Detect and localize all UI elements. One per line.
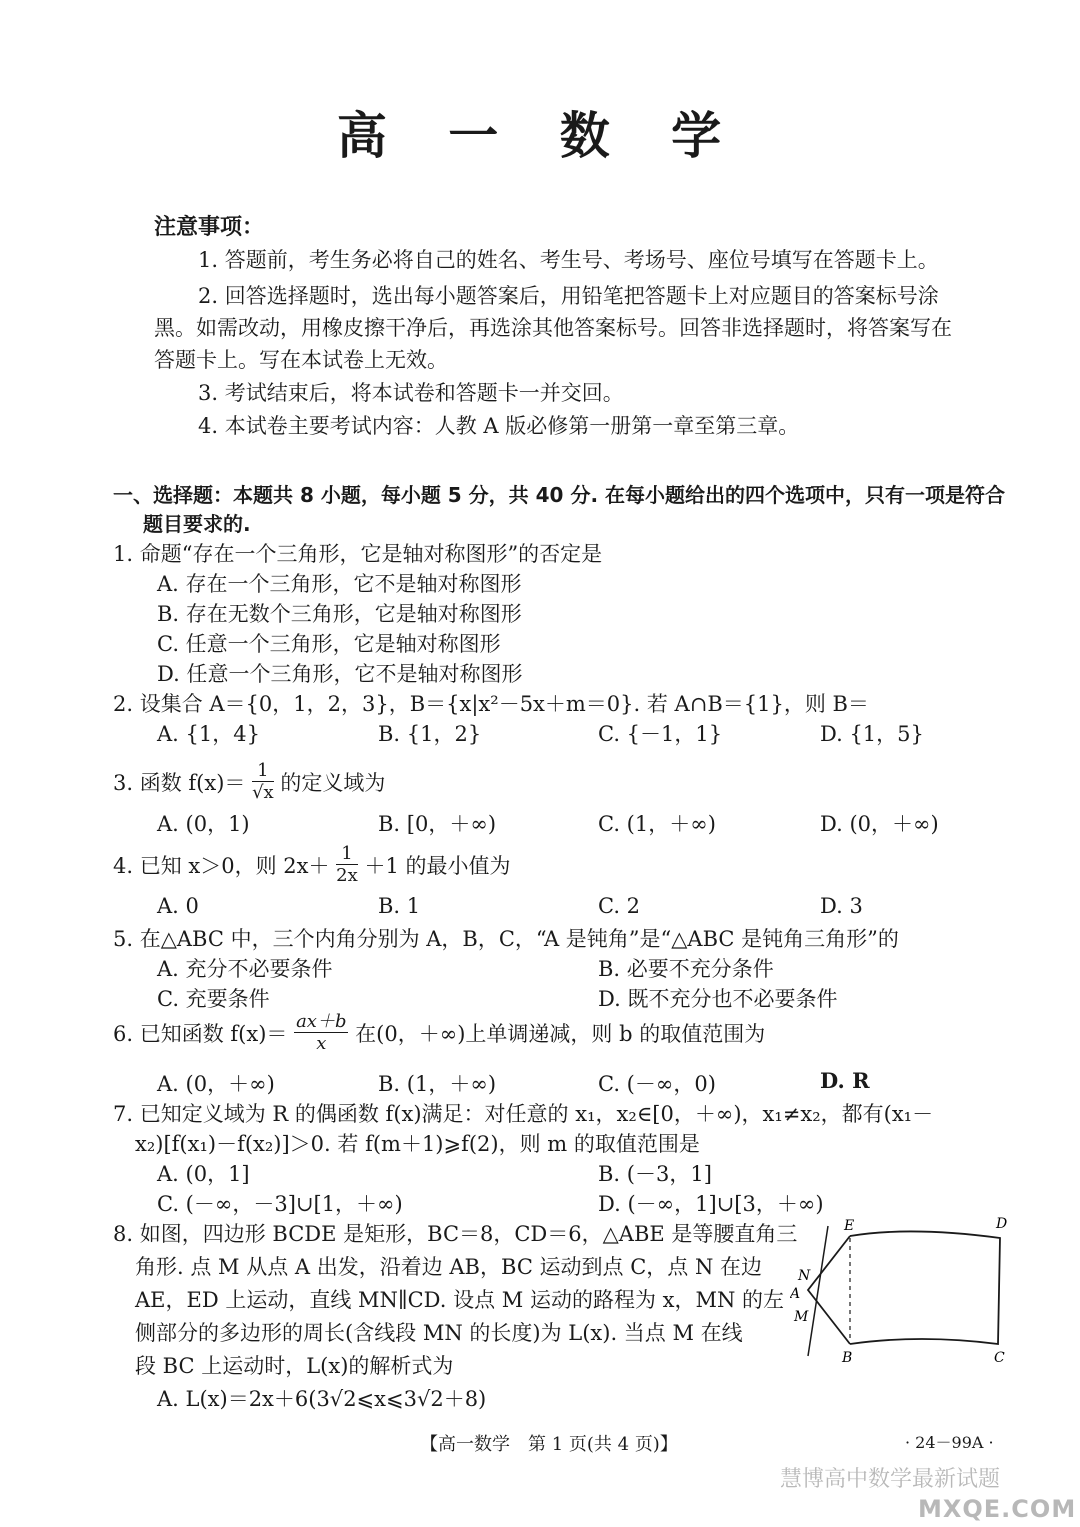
q6-denominator: x <box>316 1033 327 1054</box>
question-8-stem-cont: AE，ED 上运动，直线 MN∥CD. 设点 M 运动的路程为 x，MN 的左 <box>135 1288 785 1312</box>
watermark-source: 慧博高中数学最新试题 <box>780 1467 1001 1492</box>
q7-option-b: B. (－3，1] <box>598 1162 712 1186</box>
question-7-stem-cont: x₂)[f(x₁)－f(x₂)]＞0. 若 f(m＋1)⩾f(2)，则 m 的取值范围是 <box>135 1132 700 1156</box>
question-1-stem: 1. 命题“存在一个三角形，它是轴对称图形”的否定是 <box>113 542 603 566</box>
paper-code: · 24－99A · <box>905 1433 994 1452</box>
q2-option-a: A. {1，4} <box>157 722 260 746</box>
question-8-stem-cont: 侧部分的多边形的周长(含线段 MN 的长度)为 L(x). 当点 M 在线 <box>135 1321 743 1345</box>
q6-option-d: D. R <box>820 1068 870 1093</box>
q4-option-c: C. 2 <box>598 894 641 918</box>
question-7-stem: 7. 已知定义域为 R 的偶函数 f(x)满足：对任意的 x₁，x₂∈[0，＋∞)，x₁≠x₂，都有(x₁－ <box>113 1102 934 1126</box>
rectangle-bcde <box>850 1231 1000 1344</box>
q5-option-a: A. 充分不必要条件 <box>157 957 333 981</box>
line-mn <box>808 1226 828 1356</box>
label-a: A <box>790 1286 801 1302</box>
label-m: M <box>794 1309 809 1325</box>
q6-fraction <box>294 1012 348 1055</box>
notice-item: 2. 回答选择题时，选出每小题答案后，用铅笔把答题卡上对应题目的答案标号涂 <box>198 284 939 308</box>
q4-option-a: A. 0 <box>157 894 199 918</box>
notice-item: 答题卡上。写在本试卷上无效。 <box>154 348 448 372</box>
q2-option-c: C. {－1，1} <box>598 722 723 746</box>
q1-option-d: D. 任意一个三角形，它不是轴对称图形 <box>157 662 523 686</box>
notice-item: 1. 答题前，考生务必将自己的姓名、考生号、考场号、座位号填写在答题卡上。 <box>198 248 939 272</box>
q3-option-c: C. (1，＋∞) <box>598 812 716 836</box>
q7-option-d: D. (－∞，1]∪[3，＋∞) <box>598 1192 824 1216</box>
question-2-stem: 2. 设集合 A＝{0，1，2，3}，B＝{x|x²－5x＋m＝0}. 若 A∩B＝{1}，则 B＝ <box>113 692 869 716</box>
question-4-stem <box>113 843 511 889</box>
q6-numerator: ax＋b <box>296 1011 347 1032</box>
q3-stem-pre: 3. 函数 f(x)＝ <box>113 771 246 795</box>
q7-option-c: C. (－∞，－3]∪[1，＋∞) <box>157 1192 403 1216</box>
label-c: C <box>994 1350 1005 1366</box>
q5-option-d: D. 既不充分也不必要条件 <box>598 987 838 1011</box>
question-5-stem: 5. 在△ABC 中，三个内角分别为 A，B，C，“A 是钝角”是“△ABC 是钝角三角形”的 <box>113 927 899 951</box>
page-title: 高 一 数 学 <box>336 107 744 165</box>
notice-heading: 注意事项： <box>154 215 265 240</box>
q6-stem-pre: 6. 已知函数 f(x)＝ <box>113 1022 288 1046</box>
q2-option-d: D. {1，5} <box>820 722 924 746</box>
label-n: N <box>798 1268 811 1284</box>
question-8-stem-cont: 角形. 点 M 从点 A 出发，沿着边 AB，BC 运动到点 C，点 N 在边 <box>135 1255 763 1279</box>
notice-item: 黑。如需改动，用橡皮擦干净后，再选涂其他答案标号。回答非选择题时，将答案写在 <box>154 316 952 340</box>
q5-option-c: C. 充要条件 <box>157 987 270 1011</box>
q8-option-a: A. L(x)＝2x＋6(3√2⩽x⩽3√2＋8) <box>157 1387 487 1411</box>
question-8-stem-cont: 段 BC 上运动时，L(x)的解析式为 <box>135 1354 454 1378</box>
question-6-stem <box>113 1011 766 1057</box>
q6-option-a: A. (0，＋∞) <box>157 1072 275 1096</box>
q6-stem-post: 在(0，＋∞)上单调递减，则 b 的取值范围为 <box>355 1022 766 1046</box>
q3-numerator: 1 <box>252 761 274 782</box>
q1-option-b: B. 存在无数个三角形，它是轴对称图形 <box>157 602 522 626</box>
notice-item: 3. 考试结束后，将本试卷和答题卡一并交回。 <box>198 381 624 405</box>
q3-fraction <box>252 761 274 804</box>
triangle-abe <box>808 1236 850 1344</box>
q4-stem-post: ＋1 的最小值为 <box>364 854 511 878</box>
q6-option-b: B. (1，＋∞) <box>378 1072 497 1096</box>
q1-option-a: A. 存在一个三角形，它不是轴对称图形 <box>157 572 522 596</box>
q4-fraction <box>336 844 358 887</box>
notice-item: 4. 本试卷主要考试内容：人教 A 版必修第一册第一章至第三章。 <box>198 414 800 438</box>
label-e: E <box>844 1218 855 1234</box>
q4-denominator: 2x <box>336 865 358 886</box>
q3-option-a: A. (0，1) <box>157 812 250 836</box>
q8-figure <box>790 1210 1020 1370</box>
section-heading-cont: 题目要求的. <box>143 512 251 536</box>
label-d: D <box>996 1216 1008 1232</box>
q4-numerator: 1 <box>336 844 358 865</box>
q4-option-b: B. 1 <box>378 894 421 918</box>
q4-stem-pre: 4. 已知 x＞0，则 2x＋ <box>113 854 330 878</box>
page-footer: 【高一数学 第 1 页(共 4 页)】 <box>420 1434 678 1455</box>
q6-option-c: C. (－∞，0) <box>598 1072 716 1096</box>
q2-option-b: B. {1，2} <box>378 722 482 746</box>
q5-option-b: B. 必要不充分条件 <box>598 957 774 981</box>
question-8-stem: 8. 如图，四边形 BCDE 是矩形，BC＝8，CD＝6，△ABE 是等腰直角三 <box>113 1222 798 1246</box>
watermark-site: MXQE.COM <box>918 1495 1077 1523</box>
label-b: B <box>842 1350 853 1366</box>
q3-stem-post: 的定义域为 <box>280 771 386 795</box>
q3-option-b: B. [0，＋∞) <box>378 812 497 836</box>
section-heading: 一、选择题：本题共 8 小题，每小题 5 分，共 40 分. 在每小题给出的四个选项中，只有一项是符合 <box>113 483 1006 507</box>
question-3-stem <box>113 760 386 806</box>
q3-denominator: √x <box>252 782 274 803</box>
q7-option-a: A. (0，1] <box>157 1162 250 1186</box>
q4-option-d: D. 3 <box>820 894 863 918</box>
q3-option-d: D. (0，＋∞) <box>820 812 939 836</box>
q1-option-c: C. 任意一个三角形，它是轴对称图形 <box>157 632 501 656</box>
